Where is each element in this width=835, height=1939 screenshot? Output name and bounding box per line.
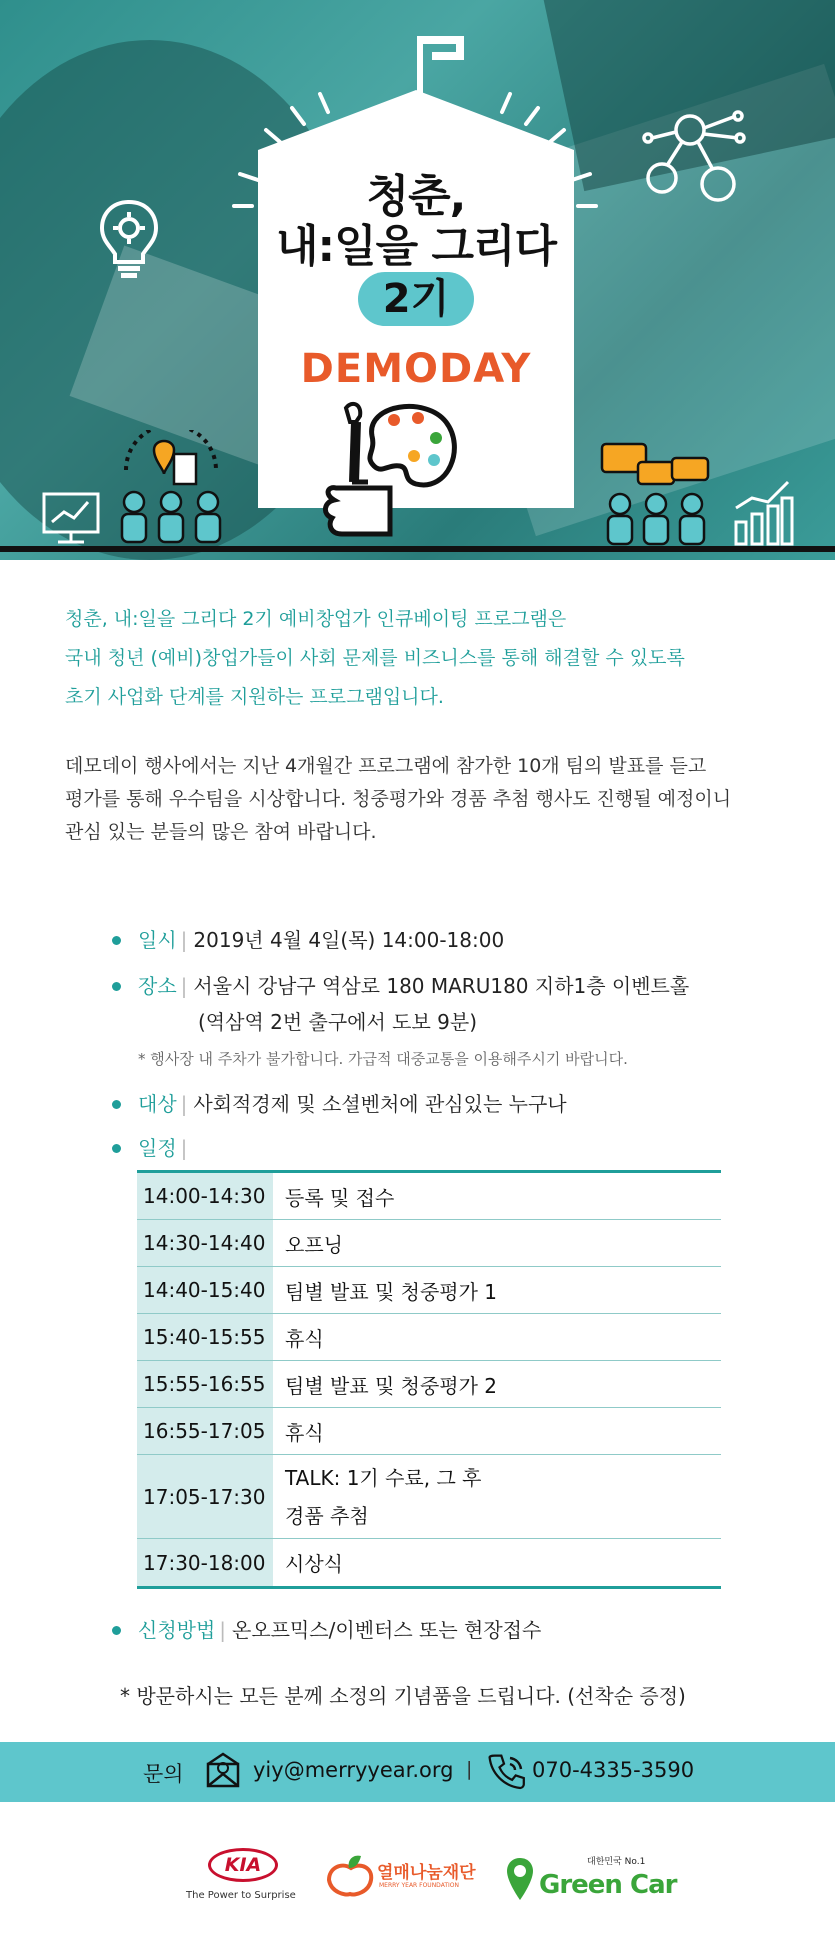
- hero-title-line1: 청춘,: [366, 171, 466, 222]
- schedule-row: [137, 1361, 721, 1408]
- place-value: 서울시 강남구 역삼로 180 MARU180 지하1층 이벤트홀: [193, 974, 690, 998]
- info-apply: [112, 1614, 752, 1646]
- schedule-event: 등록 및 접수: [285, 1185, 395, 1210]
- schedule-time: 17:30-18:00: [137, 1539, 273, 1586]
- contact-phone-link[interactable]: 070-4335-3590: [532, 1758, 695, 1782]
- schedule-row: [137, 1455, 721, 1539]
- intro-line: 초기 사업화 단계를 지원하는 프로그램입니다.: [65, 686, 444, 708]
- green-car-name: Green Car: [539, 1870, 677, 1900]
- date-value: 2019년 4월 4일(목) 14:00-18:00: [193, 928, 505, 952]
- separator: |: [219, 1618, 227, 1642]
- kia-tagline: The Power to Surprise: [186, 1890, 296, 1901]
- house-sign: [258, 90, 574, 508]
- separator: |: [180, 1092, 188, 1116]
- merry-year-subtitle: MERRY YEAR FOUNDATION: [379, 1882, 459, 1889]
- schedule-event-line2: 경품 추첨: [285, 1503, 369, 1528]
- schedule-time: 15:40-15:55: [137, 1314, 273, 1360]
- schedule-time: 14:00-14:30: [137, 1173, 273, 1219]
- target-value: 사회적경제 및 소셜벤처에 관심있는 누구나: [193, 1092, 567, 1116]
- schedule-table: [137, 1170, 721, 1589]
- location-pin-icon: [505, 1856, 535, 1902]
- description-line: 평가를 통해 우수팀을 시상합니다. 청중평가와 경품 추첨 행사도 진행될 예정이니: [65, 788, 732, 810]
- schedule-row: [137, 1314, 721, 1361]
- description-text: [65, 750, 785, 849]
- hero-banner: [0, 0, 835, 560]
- schedule-event: 휴식: [285, 1420, 324, 1445]
- bullet-dot: [112, 982, 121, 991]
- schedule-event: 팀별 발표 및 청중평가 1: [285, 1279, 498, 1304]
- description-line: 관심 있는 분들의 많은 참여 바랍니다.: [65, 821, 377, 843]
- schedule-event: 팀별 발표 및 청중평가 2: [285, 1373, 498, 1398]
- place-value-line2: (역삼역 2번 출구에서 도보 9분): [198, 1010, 478, 1034]
- schedule-label: 일정: [138, 1136, 177, 1160]
- schedule-time: 16:55-17:05: [137, 1408, 273, 1454]
- contact-bar: [0, 1742, 835, 1802]
- souvenir-note: * 방문하시는 모든 분께 소정의 기념품을 드립니다. (선착순 증정): [120, 1684, 686, 1708]
- separator: |: [180, 974, 188, 998]
- separator: |: [180, 928, 188, 952]
- schedule-row: [137, 1267, 721, 1314]
- schedule-row: [137, 1173, 721, 1220]
- info-target: [112, 1088, 752, 1120]
- bullet-dot: [112, 1144, 121, 1153]
- schedule-time: 15:55-16:55: [137, 1361, 273, 1407]
- presentation-screen-icon: [40, 490, 102, 546]
- info-place: [112, 970, 752, 1040]
- contact-email-link[interactable]: yiy@merryyear.org: [253, 1758, 454, 1782]
- schedule-time: 14:40-15:40: [137, 1267, 273, 1313]
- location-people-icon: [116, 430, 226, 546]
- place-label: 장소: [138, 974, 177, 998]
- date-label: 일시: [138, 928, 177, 952]
- hero-ground-line: [0, 546, 835, 552]
- merry-year-foundation-logo: [325, 1852, 475, 1902]
- mail-icon: [205, 1752, 241, 1790]
- hero-title-line2: 내:일을 그리다: [276, 221, 556, 272]
- schedule-event: 오프닝: [285, 1232, 343, 1257]
- target-label: 대상: [138, 1092, 177, 1116]
- palette-thumbs-up-icon: [316, 396, 476, 556]
- intro-line: 국내 청년 (예비)창업가들이 사회 문제를 비즈니스를 통해 해결할 수 있도록: [65, 647, 685, 669]
- contact-label: 문의: [143, 1762, 184, 1786]
- schedule-time: 14:30-14:40: [137, 1220, 273, 1266]
- info-date: [112, 924, 752, 956]
- schedule-row: [137, 1408, 721, 1455]
- schedule-event: 시상식: [285, 1552, 343, 1576]
- kia-logo-mark: KIA: [208, 1848, 278, 1882]
- intro-line: 청춘, 내:일을 그리다 2기 예비창업가 인큐베이팅 프로그램은: [65, 608, 567, 630]
- contact-separator: |: [466, 1758, 473, 1780]
- demoday-label: DEMODAY: [300, 346, 532, 392]
- schedule-event-line1: TALK: 1기 수료, 그 후: [285, 1465, 482, 1490]
- bullet-dot: [112, 1100, 121, 1109]
- intro-text: [65, 600, 785, 717]
- bullet-dot: [112, 936, 121, 945]
- parking-note: * 행사장 내 주차가 불가합니다. 가급적 대중교통을 이용해주시기 바랍니다.: [138, 1050, 628, 1068]
- bullet-dot: [112, 1626, 121, 1635]
- separator: |: [180, 1136, 188, 1160]
- schedule-event: 휴식: [285, 1326, 324, 1351]
- bar-chart-icon: [730, 478, 794, 546]
- generation-badge: 2기: [358, 272, 474, 326]
- green-car-logo: [505, 1854, 677, 1910]
- lightbulb-gear-icon: [98, 198, 160, 280]
- green-car-tagline: 대한민국 No.1: [587, 1857, 646, 1867]
- schedule-row: [137, 1539, 721, 1586]
- fruit-leaf-icon: [325, 1854, 375, 1898]
- phone-icon: [486, 1752, 526, 1792]
- info-schedule: [112, 1132, 752, 1164]
- kia-logo: [186, 1848, 298, 1914]
- description-line: 데모데이 행사에서는 지난 4개월간 프로그램에 참가한 10개 팀의 발표를 듣고: [65, 755, 707, 777]
- apply-label: 신청방법: [138, 1618, 216, 1642]
- schedule-time: 17:05-17:30: [137, 1455, 273, 1538]
- merry-year-name: 열매나눔재단: [377, 1863, 476, 1883]
- apply-value: 온오프믹스/이벤터스 또는 현장접수: [232, 1618, 542, 1642]
- schedule-row: [137, 1220, 721, 1267]
- network-people-icon: [640, 108, 746, 212]
- schedule-event: [273, 1455, 721, 1538]
- chat-people-icon: [598, 436, 716, 546]
